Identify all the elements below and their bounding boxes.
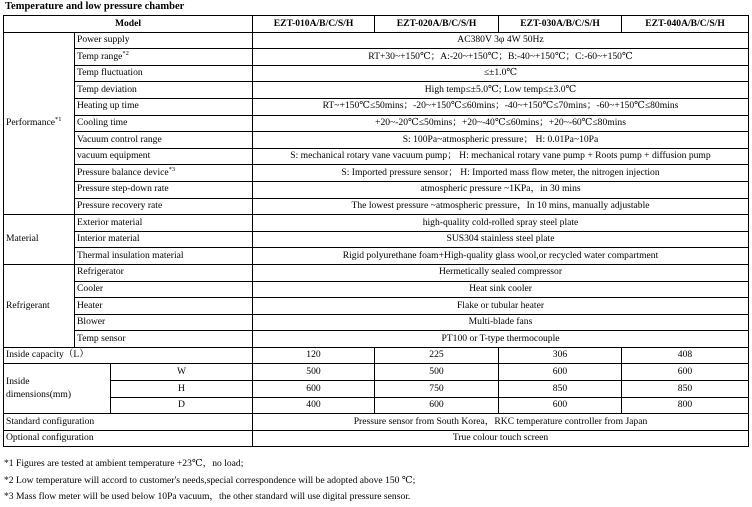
table-row [4,65,749,82]
table-row [4,331,749,348]
row-label: Thermal insulation material [75,248,253,265]
table-row [4,248,749,265]
cell-value: 850 [622,381,749,398]
row-label: Pressure recovery rate [75,198,253,215]
cell-value: 800 [622,397,749,414]
table-row [4,364,749,381]
cell-value: 600 [253,381,375,398]
row-label: Standard configuration [4,414,253,431]
table-row [4,298,749,315]
cell-value: 306 [499,347,622,364]
row-label: Vacuum control range [75,132,253,149]
model-name: EZT-030A/B/C/S/H [499,16,622,33]
table-row [4,414,749,431]
table-row [4,49,749,66]
cell-value: 850 [499,381,622,398]
table-row [4,165,749,182]
cell-value: 750 [375,381,499,398]
row-label: Temp fluctuation [75,65,253,82]
table-row [4,148,749,165]
group-performance: Performance$^{*1}$ [4,32,75,215]
model-name: EZT-020A/B/C/S/H [375,16,499,33]
row-value: The lowest pressure ~atmospheric pressure，In 10 mins, manually adjustable [253,198,749,215]
row-label: Inside capacity（L） [4,347,253,364]
footnote: *1 Figures are tested at ambient temperature +23℃，no load; [4,458,244,469]
cell-value: 500 [375,364,499,381]
row-label: Temp deviation [75,82,253,99]
cell-value: 120 [253,347,375,364]
row-label: Refrigerator [75,264,253,281]
axis-label: D [111,397,253,414]
row-label: Optional configuration [4,430,253,447]
row-value: SUS304 stainless steel plate [253,231,749,248]
row-value: Pressure sensor from South Korea，RKC temperature controller from Japan [253,414,749,431]
table-row [4,32,749,49]
row-label: Temp range$^{*2}$ [75,49,253,66]
row-value: RT+30~+150℃；A:-20~+150℃；B:-40~+150℃；C:-60~+150℃ [253,49,749,66]
table-row [4,231,749,248]
group-refrigerant: Refrigerant [4,264,75,347]
row-label: Exterior material [75,215,253,232]
row-label: Blower [75,314,253,331]
axis-label: W [111,364,253,381]
cell-value: 600 [622,364,749,381]
axis-label: H [111,381,253,398]
cell-value: 600 [499,397,622,414]
cell-value: 225 [375,347,499,364]
row-value: atmospheric pressure ~1KPa，in 30 mins [253,181,749,198]
row-label: Power supply [75,32,253,49]
row-value: PT100 or T-type thermocouple [253,331,749,348]
spec-table [3,15,749,447]
footnotes [4,456,415,506]
row-value: S: mechanical rotary vane vacuum pump； H: mechanical rotary vane pump + Roots pump + diffusion pump [253,148,749,165]
table-row [4,82,749,99]
row-value: Heat sink cooler [253,281,749,298]
cell-value: 408 [622,347,749,364]
group-inside-dimensions: Inside dimensions(mm) [4,364,111,414]
table-row [4,98,749,115]
row-label: Interior material [75,231,253,248]
row-value: S: Imported pressure sensor； H: Imported mass flow meter, the nitrogen injection [253,165,749,182]
page-title: Temperature and low pressure chamber [5,1,185,12]
table-row [4,198,749,215]
header-row [4,16,749,33]
group-material: Material [4,215,75,265]
table-row [4,430,749,447]
row-label: Pressure step-down rate [75,181,253,198]
row-value: Hermetically sealed compressor [253,264,749,281]
footnote: *2 Low temperature will accord to customer's needs,special correspondence will be adopted above 150 ℃; [4,474,416,486]
row-label: Cooler [75,281,253,298]
table-row [4,132,749,149]
row-label: vacuum equipment [75,148,253,165]
model-name: EZT-010A/B/C/S/H [253,16,375,33]
row-value: Flake or tubular heater [253,298,749,315]
table-row [4,215,749,232]
footnote: *3 Mass flow meter will be used below 10Pa vacuum，the other standard will use digital pressure sensor. [4,491,411,502]
table-row [4,181,749,198]
row-value: high-quality cold-rolled spray steel plate [253,215,749,232]
table-row [4,314,749,331]
table-row [4,347,749,364]
row-label: Heater [75,298,253,315]
row-value: RT~+150℃≤50mins；-20~+150℃≤60mins；-40~+150℃≤70mins；-60~+150℃≤80mins [253,98,749,115]
row-label: Heating up time [75,98,253,115]
row-value: Multi-blade fans [253,314,749,331]
row-label: Pressure balance device$^{*3}$ [75,165,253,182]
row-value: ≤±1.0℃ [253,65,749,82]
table-row [4,397,749,414]
table-row [4,381,749,398]
table-row [4,281,749,298]
row-label: Cooling time [75,115,253,132]
model-header: Model [4,16,253,33]
table-row [4,115,749,132]
cell-value: 400 [253,397,375,414]
row-value: Rigid polyurethane foam+High-quality glass wool,or recycled water compartment [253,248,749,265]
row-value: +20~-20℃≤50mins；+20~-40℃≤60mins；+20~-60℃≤80mins [253,115,749,132]
model-name: EZT-040A/B/C/S/H [622,16,749,33]
table-row [4,264,749,281]
row-value: S: 100Pa~atmospheric pressure； H: 0.01Pa~10Pa [253,132,749,149]
cell-value: 600 [375,397,499,414]
cell-value: 500 [253,364,375,381]
cell-value: 600 [499,364,622,381]
row-value: High temp≤±5.0℃; Low temp≤±3.0℃ [253,82,749,99]
row-value: AC380V 3φ 4W 50Hz [253,32,749,49]
row-value: True colour touch screen [253,430,749,447]
row-label: Temp sensor [75,331,253,348]
